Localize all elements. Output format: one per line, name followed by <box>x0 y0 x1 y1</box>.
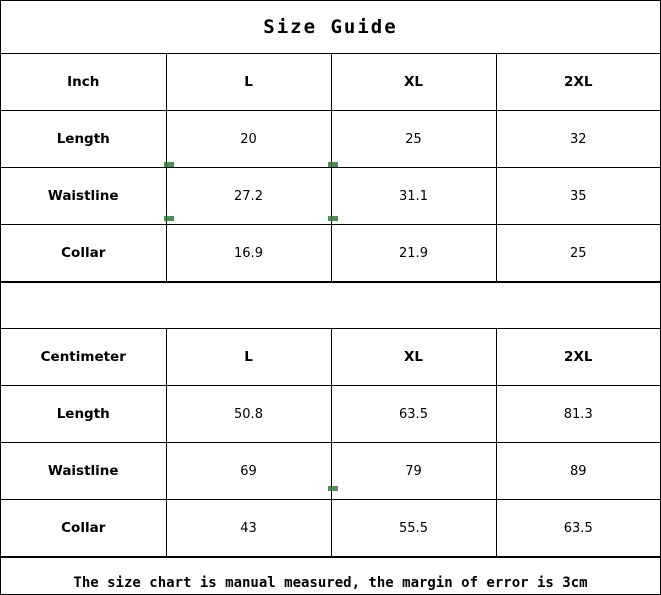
table-row <box>1 225 660 282</box>
column-header-l-cm: L <box>166 329 331 386</box>
cell-waistline-l-cm: 69 <box>166 443 331 500</box>
cell-collar-2xl: 25 <box>496 225 660 282</box>
page-title: Size Guide <box>263 16 398 38</box>
inch-size-table <box>1 54 660 282</box>
cell-waistline-xl-cm: 79 <box>331 443 496 500</box>
table-row <box>1 500 660 557</box>
column-header-l: L <box>166 54 331 111</box>
cell-waistline-2xl: 35 <box>496 168 660 225</box>
cell-collar-l-cm: 43 <box>166 500 331 557</box>
table-row <box>1 386 660 443</box>
cell-collar-xl-cm: 55.5 <box>331 500 496 557</box>
table-row <box>1 443 660 500</box>
table-row <box>1 168 660 225</box>
cell-length-l: 20 <box>166 111 331 168</box>
measurement-note: The size chart is manual measured, the margin of error is 3cm <box>73 575 588 591</box>
column-header-2xl: 2XL <box>496 54 660 111</box>
row-label-collar-cm: Collar <box>1 500 166 557</box>
cell-length-xl: 25 <box>331 111 496 168</box>
column-header-xl-cm: XL <box>331 329 496 386</box>
cell-length-2xl: 32 <box>496 111 660 168</box>
cell-length-xl-cm: 63.5 <box>331 386 496 443</box>
cell-waistline-xl: 31.1 <box>331 168 496 225</box>
column-header-unit-cm: Centimeter <box>1 329 166 386</box>
row-label-length-cm: Length <box>1 386 166 443</box>
inch-section <box>1 54 660 282</box>
table-header-row <box>1 329 660 386</box>
cell-length-2xl-cm: 81.3 <box>496 386 660 443</box>
cell-length-l-cm: 50.8 <box>166 386 331 443</box>
cell-collar-2xl-cm: 63.5 <box>496 500 660 557</box>
table-header-row <box>1 54 660 111</box>
row-label-waistline: Waistline <box>1 168 166 225</box>
cell-waistline-l: 27.2 <box>166 168 331 225</box>
cell-collar-l: 16.9 <box>166 225 331 282</box>
row-label-length: Length <box>1 111 166 168</box>
row-label-collar: Collar <box>1 225 166 282</box>
cell-waistline-2xl-cm: 89 <box>496 443 660 500</box>
footer-row <box>1 557 660 595</box>
centimeter-section <box>1 329 660 557</box>
column-header-2xl-cm: 2XL <box>496 329 660 386</box>
centimeter-size-table <box>1 329 660 557</box>
title-row <box>1 1 660 54</box>
section-divider <box>1 282 660 329</box>
column-header-xl: XL <box>331 54 496 111</box>
column-header-unit: Inch <box>1 54 166 111</box>
row-label-waistline-cm: Waistline <box>1 443 166 500</box>
table-row <box>1 111 660 168</box>
cell-collar-xl: 21.9 <box>331 225 496 282</box>
